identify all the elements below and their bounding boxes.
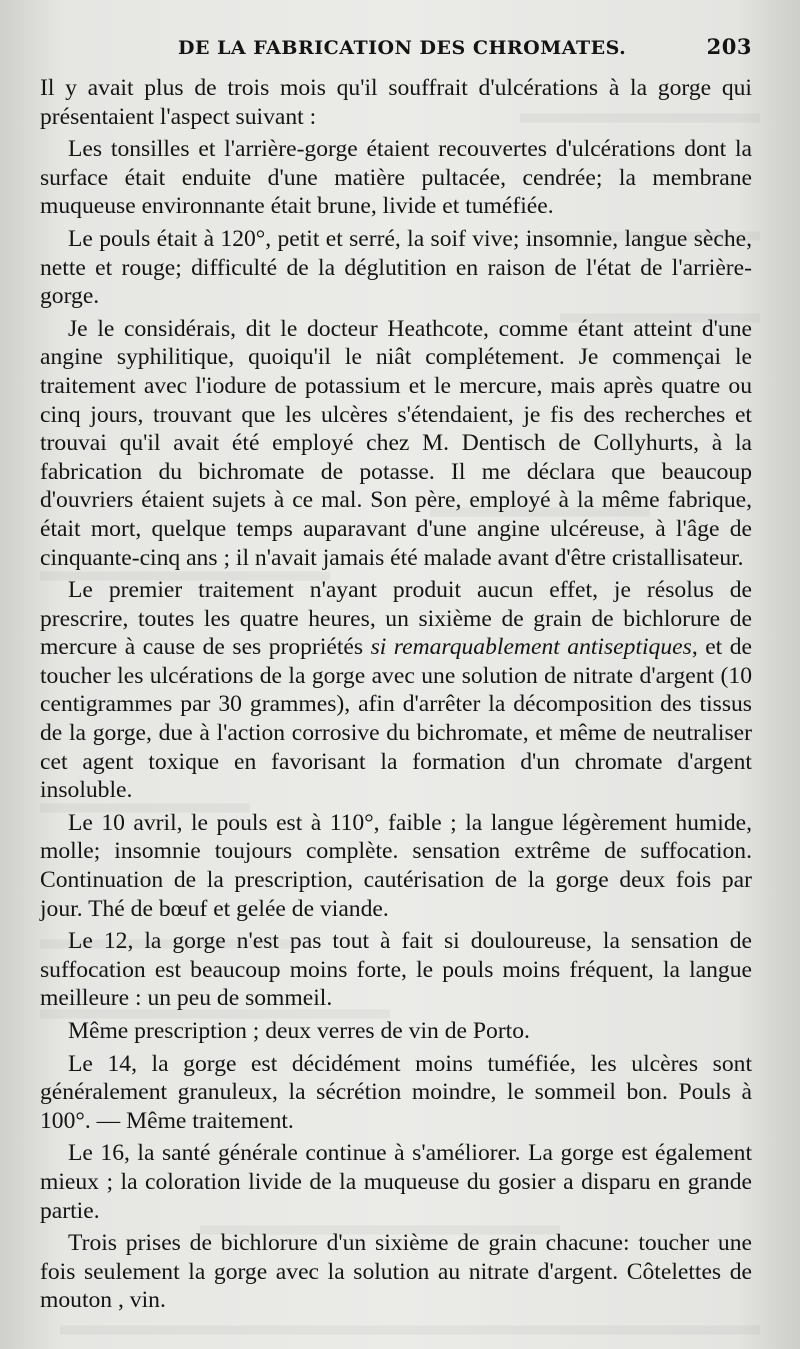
paragraph-11: Trois prises de bichlorure d'un sixième de grain chacune: toucher une fois seulement la gorge avec la solution au nitrate d'argent. Côtelettes de mouton , vin. bbox=[40, 1230, 752, 1314]
paragraph-10: Le 16, la santé générale continue à s'améliorer. La gorge est également mieux ; la coloration livide de la muqueuse du gosier a disparu en grande partie. bbox=[40, 1140, 752, 1224]
page-body bbox=[40, 74, 752, 1315]
running-title: DE LA FABRICATION DES CHROMATES. bbox=[178, 37, 627, 59]
paragraph-2: Les tonsilles et l'arrière-gorge étaient recouvertes d'ulcérations dont la surface était enduite d'une matière pultacée, cendrée; la membrane muqueuse environnante était brune, livide et tuméfiée. bbox=[40, 136, 752, 220]
paragraph-6: Le 10 avril, le pouls est à 110°, faible ; la langue légèrement humide, molle; insomnie toujours complète. sensation extrême de suffocation. Continuation de la prescription, cautérisation de la gorge deux fois par jour. Thé de bœuf et gelée de viande. bbox=[40, 809, 752, 922]
paragraph-9: Le 14, la gorge est décidément moins tuméfiée, les ulcères sont généralement granuleux, la sécrétion moindre, le sommeil bon. Pouls à 100°. — Même traitement. bbox=[40, 1050, 752, 1134]
paragraph-7: Le 12, la gorge n'est pas tout à fait si douloureuse, la sensation de suffocation est beaucoup moins forte, le pouls moins fréquent, la langue meilleure : un peu de sommeil. bbox=[40, 928, 752, 1012]
paragraph-5-emphasis: si remarquablement antiseptiques bbox=[370, 634, 692, 661]
paragraph-3: Le pouls était à 120°, petit et serré, la soif vive; insomnie, langue sèche, nette et rouge; difficulté de la déglutition en raison de l'état de l'arrière-gorge. bbox=[40, 225, 752, 310]
paragraph-5-text-before: Le premier traitement n'ayant produit aucun effet, je résolus de prescrire, toutes les quatre heures, un sixième de grain de bichlorure de mercure à cause de ses propriétés bbox=[40, 577, 752, 661]
page-number: 203 bbox=[706, 34, 752, 59]
paragraph-1: Il y avait plus de trois mois qu'il souffrait d'ulcérations à la gorge qui présentaient l'aspect suivant : bbox=[40, 75, 752, 130]
paragraph-4: Je le considérais, dit le docteur Heathcote, comme étant atteint d'une angine syphilitique, quoiqu'il le niât complétement. Je commençai le traitement avec l'iodure de potassium et le mercure, mais après quatre ou cinq jours, trouvant que les ulcères s'étendaient, je fis des recherches et trouvai qu'il avait été employé chez M. Dentisch de Collyhurts, à la fabrication du bichromate de potasse. Il me déclara que beaucoup d'ouvriers étaient sujets à ce mal. Son père, employé à la même fabrique, était mort, quelque temps auparavant d'une angine ulcéreuse, à l'âge de cinquante-cinq ans ; il n'avait jamais été malade avant d'être cristallisateur. bbox=[40, 315, 752, 571]
running-header bbox=[40, 34, 752, 74]
paragraph-5 bbox=[40, 576, 752, 805]
paragraph-8: Même prescription ; deux verres de vin de Porto. bbox=[68, 1018, 530, 1044]
paragraph-5-text-after: , et de toucher les ulcérations de la gorge avec une solution de nitrate d'argent (10 centigrammes par 30 grammes), afin d'arrêter la décomposition des tissus de la gorge, due à l'action corrosive du bichromate, et même de neutraliser cet agent toxique en favorisant la formation d'un chromate d'argent insoluble. bbox=[40, 634, 752, 804]
